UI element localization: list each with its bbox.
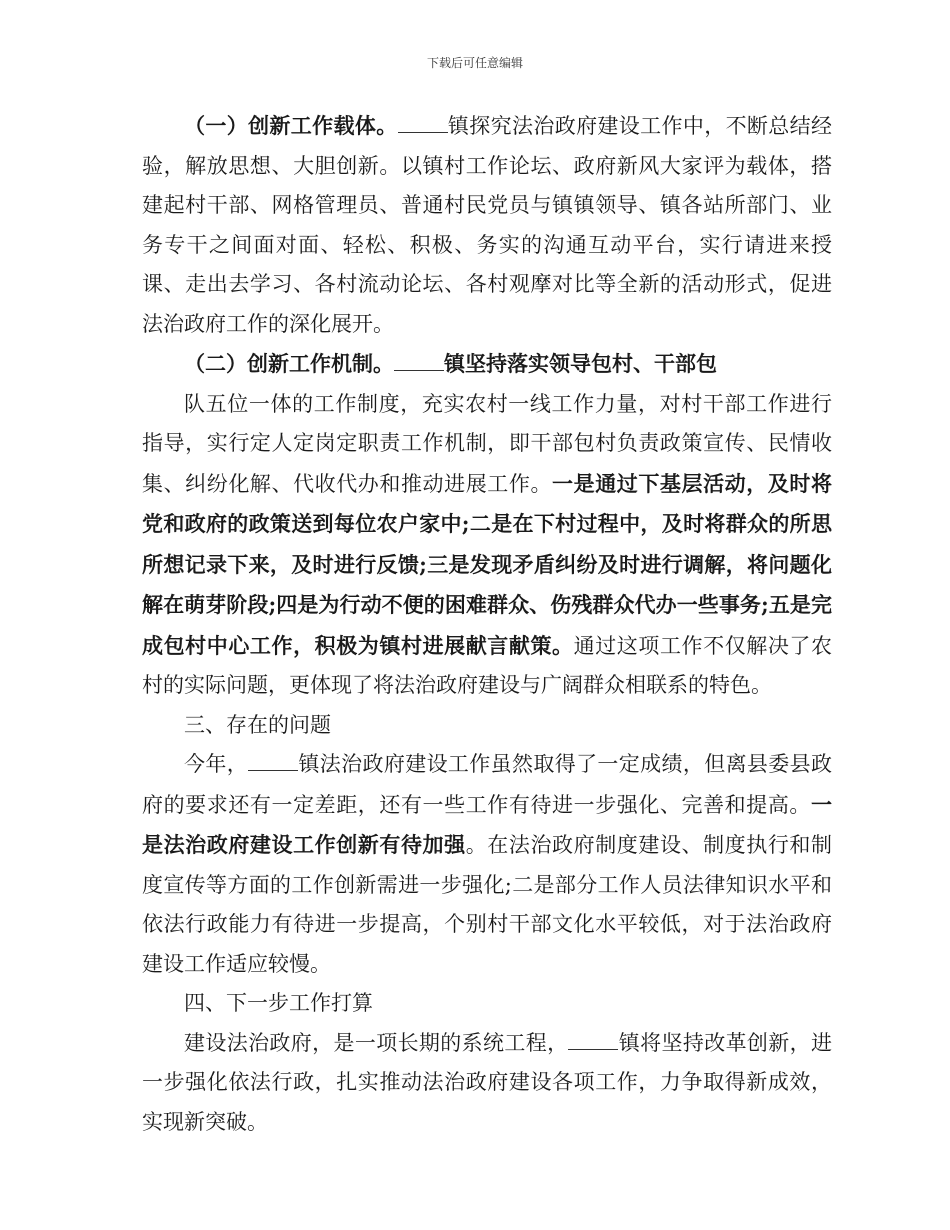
blank-underline	[394, 352, 444, 371]
page-header: 下载后可任意编辑	[426, 56, 523, 70]
paragraph-innovation-carrier	[142, 106, 832, 344]
document-body	[142, 106, 832, 1142]
paragraph-text: 通过这项工作不仅解决了农村的实际问题，更体现了将法治政府建设与广阔群众相联系的特色。	[142, 633, 833, 697]
section-heading-mechanism: （二）创新工作机制。	[184, 351, 394, 376]
paragraph-text: 。在法治政府制度建设、制度执行和制度宣传等方面的工作创新需进一步强化;二是部分工作人员法律知识水平和依法行政能力有待进一步提高，个别村干部文化水平较低，对于法治政府建设工作适应较慢。	[142, 833, 833, 976]
paragraph-text: 镇探究法治政府建设工作中，不断总结经验，解放思想、大胆创新。以镇村工作论坛、政府新风大家评为载体，搭建起村干部、网格管理员、普通村民党员与镇镇领导、镇各站所部门、业务专干之间面对面、轻松、积极、务实的沟通互动平台，实行请进来授课、走出去学习、各村流动论坛、各村观摩对比等全新的活动形式，促进法治政府工作的深化展开。	[142, 114, 833, 336]
section-heading-tail: 镇坚持落实领导包村、干部包	[444, 351, 717, 376]
heading-text: 三、存在的问题	[184, 712, 331, 737]
section-heading-problems	[142, 706, 832, 746]
blank-underline	[568, 1031, 618, 1050]
paragraph-text: 镇将坚持改革创新，进一步强化依法行政，扎实推动法治政府建设各项工作，力争取得新成效，实现新突破。	[142, 1030, 833, 1134]
section-heading-next-steps	[142, 984, 832, 1024]
paragraph-text: 建设法治政府，是一项长期的系统工程，	[184, 1030, 569, 1055]
paragraph-text: 队五位一体的工作制度，充实农村一线工作力量，对村干部工作进行指导，实行定人定岗定职责工作机制，即干部包村负责政策宣传、民情收集、纠纷化解、代收代办和推动进展工作。	[142, 391, 832, 496]
heading-text: 四、下一步工作打算	[184, 991, 373, 1015]
paragraph-problems	[142, 745, 832, 984]
section-heading-carrier: （一）创新工作载体。	[184, 113, 398, 138]
paragraph-mechanism-heading	[142, 344, 832, 385]
paragraph-text: 今年，	[184, 752, 249, 776]
paragraph-next-steps	[142, 1024, 832, 1143]
paragraph-mechanism-body	[142, 385, 832, 706]
blank-underline	[398, 114, 448, 133]
paragraph-bold-text: 一是法治政府建设工作创新有待加强	[142, 791, 832, 857]
blank-underline	[248, 752, 298, 771]
paragraph-text: 镇法治政府建设工作虽然取得了一定成绩，但离县委县政府的要求还有一定差距，还有一些工作有待进一步强化、完善和提高。	[142, 752, 833, 817]
paragraph-bold-text: 一是通过下基层活动，及时将党和政府的政策送到每位农户家中;二是在下村过程中，及时将群众的所思所想记录下来，及时进行反馈;三是发现矛盾纠纷及时进行调解，将问题化解在萌芽阶段;四是为行动不便的困难群众、伤残群众代办一些事务;五是完成包村中心工作，积极为镇村进展献言献策。	[142, 470, 832, 658]
